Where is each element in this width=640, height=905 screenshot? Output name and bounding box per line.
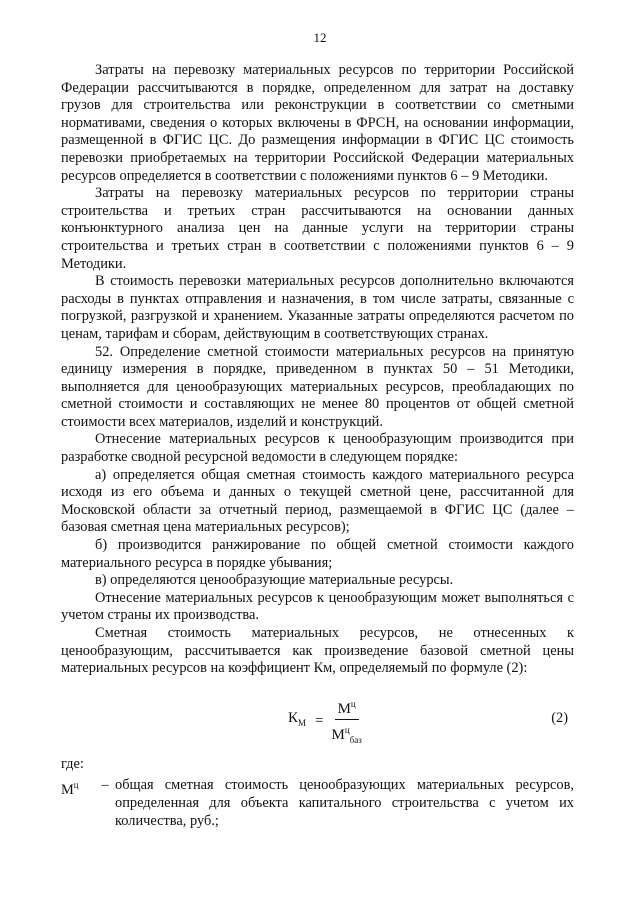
- formula-number: (2): [551, 709, 568, 726]
- paragraph: В стоимость перевозки материальных ресурсов дополнительно включаются расходы в пунктах отправления и назначения, в том числе затраты, связанные с погрузкой, разгрузкой и хранением. Указанные затраты определяются расчетом по ценам, тарифам и сборам, действующим в соответствующих странах.: [61, 273, 574, 342]
- definition-text: общая сметная стоимость ценообразующих материальных ресурсов, определенная для объекта капитального строительства с учетом их количества, руб.;: [115, 777, 574, 829]
- paragraph: Отнесение материальных ресурсов к ценообразующим может выполняться с учетом страны их производства.: [61, 589, 574, 624]
- formula-expression: [288, 696, 365, 748]
- paragraph: Затраты на перевозку материальных ресурсов по территории страны строительства и третьих стран рассчитываются на основании данных конъюнктурного анализа цен на данные услуги на территории страны строительства и третьих стран в соответствии с положениями пунктов 6 – 9 Методики.: [61, 185, 574, 272]
- formula-block: [61, 694, 574, 745]
- formula-equals: =: [315, 712, 324, 729]
- paragraph: б) производится ранжирование по общей сметной стоимости каждого материального ресурса в порядке убывания;: [61, 537, 574, 571]
- paragraph: а) определяется общая сметная стоимость каждого материального ресурса исходя из его объема и данных о текущей сметной цене, рассчитанной для Московской области за отчетный период, размещаемой в ФГИС ЦС (далее – базовая сметная цена материальных ресурсов);: [61, 466, 574, 536]
- where-label: где:: [61, 755, 84, 772]
- definition-symbol: $М^ц$: [61, 780, 79, 799]
- paragraph: 52. Определение сметной стоимости материальных ресурсов на принятую единицу измерения в порядке, приведенном в пунктах 50 – 51 Методики, выполняется для ценообразующих материальных ресурсов, преобладающих по сметной стоимости и составляющих не менее 80 процентов от общей сметной стоимости всех материалов, изделий и конструкций.: [61, 343, 574, 430]
- paragraph: Отнесение материальных ресурсов к ценообразующим производится при разработке сводной ресурсной ведомости в следующем порядке:: [61, 431, 574, 466]
- paragraph: в) определяются ценообразующие материальные ресурсы.: [95, 572, 454, 589]
- paragraph: Затраты на перевозку материальных ресурсов по территории Российской Федерации рассчитываются в порядке, определенном для затрат на доставку грузов для строительства или реконструкции в соответствии со сметными нормативами, сведения о которых включены в ФРСН, на основании информации, размещенной в ФГИС ЦС. До размещения информации в ФГИС ЦС стоимость перевозки приобретаемых на территории Российской Федерации материальных ресурсов определяется в соответствии с положениями пунктов 6 – 9 Методики.: [61, 62, 574, 184]
- formula-denominator: $М^ц_{баз}$: [331, 724, 362, 745]
- formula-numerator: $М^ц$: [335, 696, 359, 720]
- paragraph: Сметная стоимость материальных ресурсов, не отнесенных к ценообразующим, рассчитывается как произведение базовой сметной цены материальных ресурсов на коэффициент Км, определяемый по формуле (2):: [61, 625, 574, 677]
- document-body: [61, 62, 574, 830]
- formula-fraction: [329, 696, 365, 748]
- definition-item: [61, 777, 574, 830]
- page-number: 12: [313, 30, 327, 45]
- definition-dash: –: [101, 777, 109, 794]
- formula-lhs: $К_М$: [288, 710, 307, 729]
